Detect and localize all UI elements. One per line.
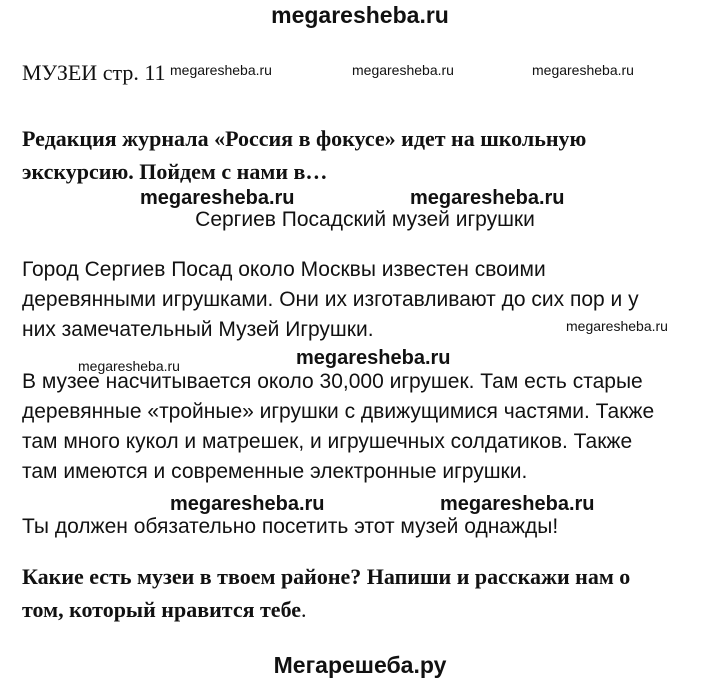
question-line-2-text: том, который нравится тебе bbox=[22, 597, 302, 622]
watermark-small: megaresheba.ru bbox=[78, 358, 180, 374]
watermark-small: megaresheba.ru bbox=[566, 318, 668, 334]
closing-line: Ты должен обязательно посетить этот музей однажды! bbox=[22, 515, 559, 538]
question-line-2-tail: . bbox=[301, 597, 307, 622]
intro-line-1: Редакция журнала «Россия в фокусе» идет на школьную bbox=[22, 126, 587, 151]
watermark-bold: megaresheba.ru bbox=[170, 493, 325, 515]
paragraph-1-line-2: деревянными игрушками. Они их изготавливают до сих пор и у bbox=[22, 288, 639, 311]
paragraph-2-line-3: там много кукол и матрешек, и игрушечных солдатиков. Также bbox=[22, 430, 633, 453]
watermark-small: megaresheba.ru bbox=[170, 62, 272, 78]
paragraph-2-line-4: там имеются и современные электронные игрушки. bbox=[22, 460, 528, 483]
question-line-1: Какие есть музеи в твоем районе? Напиши и расскажи нам о bbox=[22, 564, 631, 589]
watermark-small: megaresheba.ru bbox=[532, 62, 634, 78]
watermark-bold: megaresheba.ru bbox=[410, 187, 565, 209]
paragraph-2-line-1: В музее насчитывается около 30,000 игрушек. Там есть старые bbox=[22, 370, 643, 393]
watermark-bold: megaresheba.ru bbox=[296, 347, 451, 369]
watermark-bold: megaresheba.ru bbox=[140, 187, 295, 209]
watermark-top: megaresheba.ru bbox=[271, 2, 449, 28]
intro-line-2: экскурсию. Пойдем с нами в… bbox=[22, 159, 328, 184]
page-title: МУЗЕИ стр. 11 bbox=[22, 60, 166, 85]
watermark-bold: megaresheba.ru bbox=[440, 493, 595, 515]
watermark-small: megaresheba.ru bbox=[352, 62, 454, 78]
paragraph-1-line-1: Город Сергиев Посад около Москвы известен своими bbox=[22, 258, 546, 281]
question-line-2 bbox=[22, 597, 307, 623]
watermark-bottom: Мегарешеба.ру bbox=[273, 652, 447, 678]
article-subtitle: Сергиев Посадский музей игрушки bbox=[195, 208, 535, 231]
paragraph-1-line-3: них замечательный Музей Игрушки. bbox=[22, 318, 374, 341]
paragraph-2-line-2: деревянные «тройные» игрушки с движущимися частями. Также bbox=[22, 400, 655, 423]
